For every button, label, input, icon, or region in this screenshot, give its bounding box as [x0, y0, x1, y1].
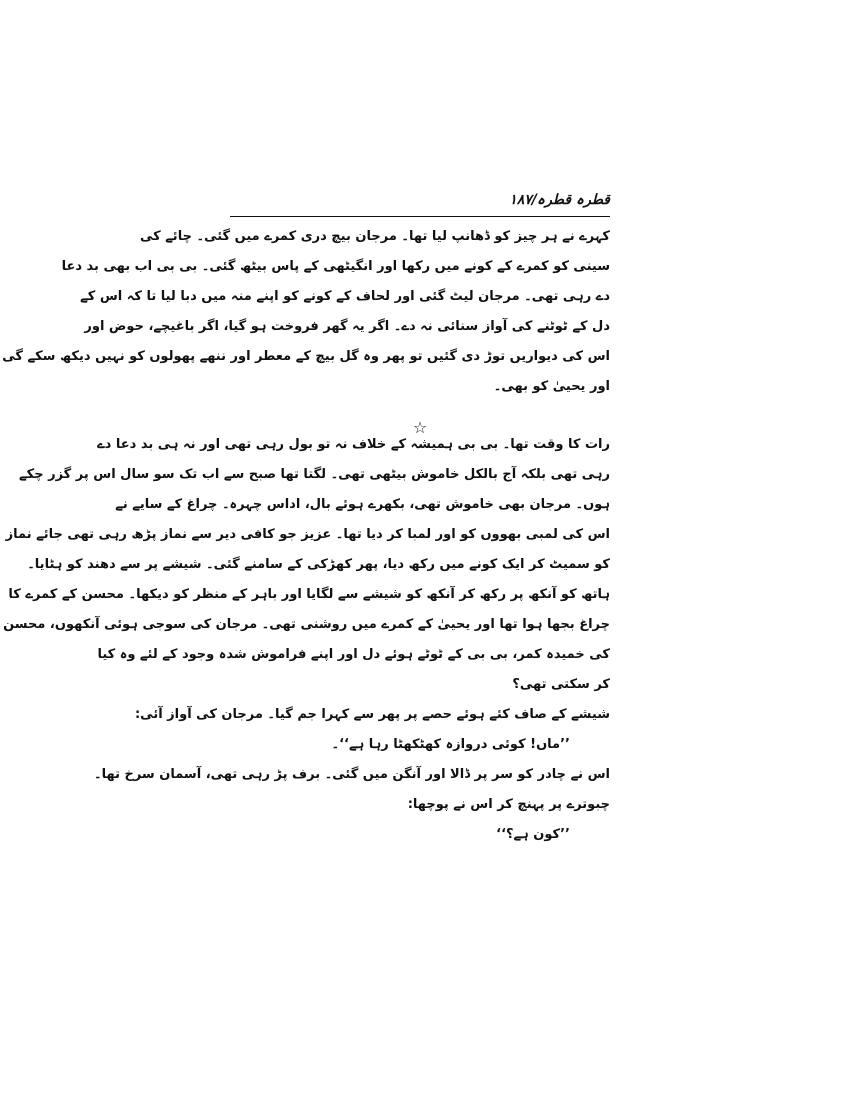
text-line: چراغ بجھا ہوا تھا اور یحییٰ کے کمرے میں روشنی تھی۔ مرجان کی سوجی ہوئی آنکھوں، محسن [3, 617, 610, 632]
text-line: دل کے ٹوٹنے کی آواز سنائی نہ دے۔ اگر یہ گھر فروخت ہو گیا، اگر باغیچے، حوض اور [84, 319, 610, 334]
text-line: رہی تھی بلکہ آج بالکل خاموش بیٹھی تھی۔ لگتا تھا صبح سے اب تک سو سال اس پر گزر چکے [19, 467, 610, 482]
text-line: ہاتھ کو آنکھ پر رکھ کر آنکھ کو شیشے سے لگایا اور باہر کے منظر کو دیکھا۔ محسن کے کمرے کا [8, 587, 610, 602]
text-line: اس کی دیواریں توڑ دی گئیں تو پھر وہ گل بیچ کے معطر اور ننھے پھولوں کو نہیں دیکھ سکے گی [2, 349, 610, 364]
running-title: قطرہ قطرہ/۱۸۷ [509, 192, 610, 208]
text-line: چبوترے پر پہنچ کر اس نے پوچھا: [407, 797, 610, 812]
text-line: شیشے کے صاف کئے ہوئے حصے پر پھر سے کہرا جم گیا۔ مرجان کی آواز آئی: [134, 707, 610, 722]
text-line: کر سکتی تھی؟ [512, 677, 610, 692]
text-line: دے رہی تھی۔ مرجان لیٹ گئی اور لحاف کے کونے کو اپنے منہ میں دبا لیا تا کہ اس کے [80, 289, 610, 304]
text-line: اور یحییٰ کو بھی۔ [493, 379, 610, 394]
section-separator-star: ☆ [412, 418, 428, 437]
text-line: کہرے نے ہر چیز کو ڈھانپ لیا تھا۔ مرجان بیچ دری کمرے میں گئی۔ چائے کی [139, 229, 610, 244]
text-line: رات کا وقت تھا۔ بی بی ہمیشہ کے خلاف نہ تو بول رہی تھی اور نہ ہی بد دعا دے [97, 437, 610, 452]
text-line: کی خمیدہ کمر، بی بی کے ٹوٹے ہوئے دل اور اپنے فراموش شدہ وجود کے لئے وہ کیا [97, 647, 610, 662]
dialogue-line: ’’ماں! کوئی دروازہ کھٹکھٹا رہا ہے‘‘۔ [331, 737, 570, 752]
text-line: ہوں۔ مرجان بھی خاموش تھی، بکھرے ہوئے بال، اداس چہرہ۔ چراغ کے سایے نے [115, 497, 610, 512]
dialogue-line: ’’کون ہے؟‘‘ [496, 827, 570, 842]
text-line: کو سمیٹ کر ایک کونے میں رکھ دیا، پھر کھڑکی کے سامنے گئی۔ شیشے پر سے دھند کو ہٹایا۔ [27, 557, 610, 572]
paragraph-1 [2, 222, 610, 402]
text-line: اس نے چادر کو سر پر ڈالا اور آنگن میں گئی۔ برف پڑ رہی تھی، آسمان سرخ تھا۔ [93, 767, 610, 782]
text-line: سینی کو کمرے کے کونے میں رکھا اور انگیٹھی کے پاس بیٹھ گئی۔ بی بی اب بھی بد دعا [61, 259, 610, 274]
text-line: اس کی لمبی بھووں کو اور لمبا کر دیا تھا۔ عزیز جو کافی دیر سے نماز پڑھ رہی تھی جائے نماز [5, 527, 610, 542]
page-header [230, 190, 610, 216]
header-rule [230, 216, 610, 217]
paragraph-2 [3, 430, 610, 850]
